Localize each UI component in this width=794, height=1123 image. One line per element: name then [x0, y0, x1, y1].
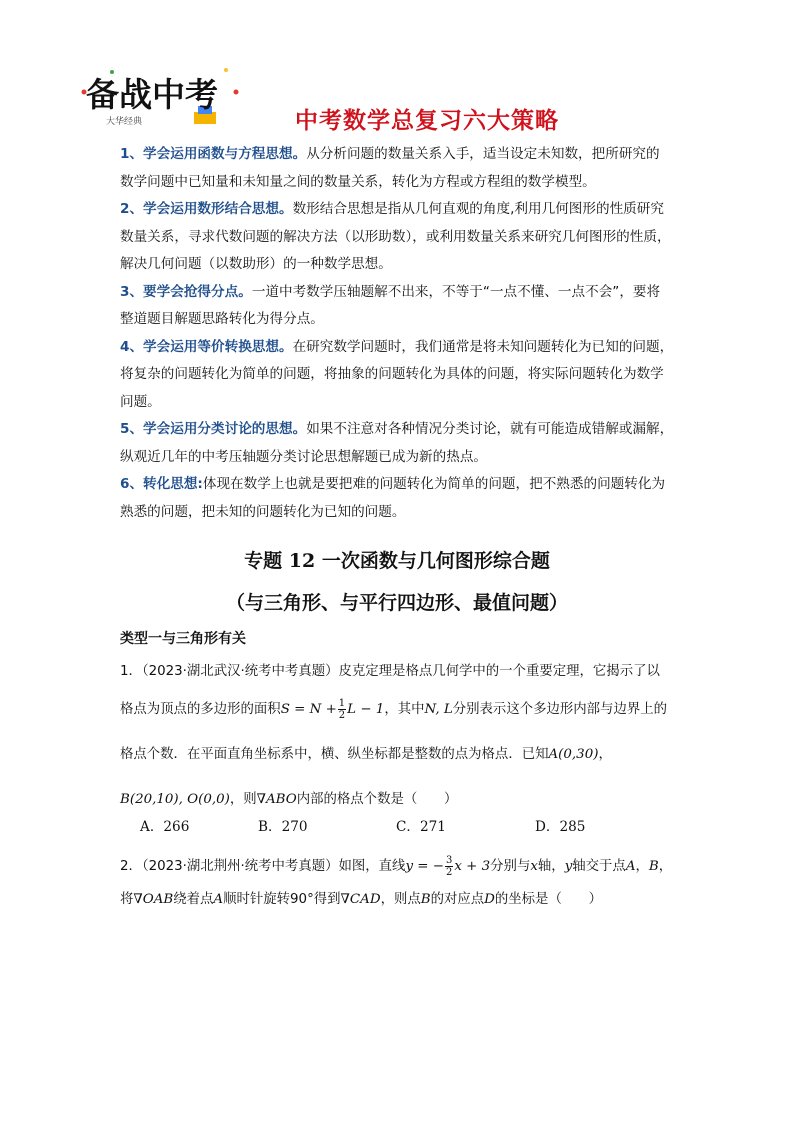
formula: D [484, 892, 495, 907]
problem-text: 将 [120, 892, 134, 907]
strategy-item-2 [120, 196, 680, 279]
problem-1-options [140, 815, 680, 835]
fraction-numerator: 3 [445, 854, 453, 866]
strategy-text: 纵观近几年的中考压轴题分类讨论思想解题已成为新的热点。 [120, 448, 488, 465]
formula: ∇OAB [133, 892, 174, 907]
formula: A [625, 859, 636, 874]
problem-text: 绕着点 [173, 892, 214, 907]
fraction-denominator: 2 [445, 866, 453, 878]
problem-line [120, 733, 680, 777]
strategy-text: 将复杂的问题转化为简单的问题，将抽象的问题转化为具体的问题，将实际问题转化为数学 [120, 366, 664, 382]
strategy-text: 解决几何问题（以数助形）的一种数学思想。 [120, 256, 392, 272]
strategy-text: 一道中考数学压轴题解不出来，不等于“一点不懂、一点不会”，要将 [251, 283, 661, 300]
fraction [445, 855, 453, 878]
problem-text: 轴， [537, 859, 565, 874]
formula: x [530, 859, 538, 874]
formula: ∇ABO [256, 792, 297, 807]
problem-text: 1．（2023·湖北武汉·统考中考真题）皮克定理是格点几何学中的一个重要定理，它揭示了以 [120, 664, 660, 679]
formula: L − 1 [347, 702, 385, 717]
strategy-text: 如果不注意对各种情况分类讨论，就有可能造成错解或漏解， [306, 421, 674, 437]
formula: N, L [424, 702, 453, 717]
formula: x + 3 [454, 859, 491, 874]
topic-subtitle: （与三角形、与平行四边形、最值问题） [225, 592, 568, 614]
formula: ∇CAD [340, 892, 381, 907]
problem-text: 内部的格点个数是（ ） [296, 792, 458, 807]
problem-text: 2．（2023·湖北荆州·统考中考真题）如图，直线 [120, 859, 406, 874]
formula: S = N + [280, 702, 337, 717]
problem-1 [120, 657, 680, 823]
problem-text: ，则 [229, 792, 257, 807]
fraction-numerator: 1 [338, 697, 346, 709]
problem-text: ，其中 [384, 702, 425, 717]
strategy-heading: 6、转化思想: [120, 476, 203, 492]
formula: A [213, 892, 224, 907]
problem-text: ， [598, 747, 612, 762]
strategy-item-5 [120, 416, 680, 471]
strategy-heading: 4、学会运用等价转换思想。 [120, 338, 293, 355]
strategy-text: 体现在数学上也就是要把难的问题转化为简单的问题，把不熟悉的问题转化为 [202, 476, 666, 492]
problem-text: 的对应点 [430, 892, 485, 907]
formula: y = − [405, 859, 444, 874]
document-title: 中考数学总复习六大策略 [295, 108, 559, 134]
option-c[interactable]: C．271 [396, 819, 446, 835]
topic-title: 专题 12 一次函数与几何图形综合题 [244, 550, 550, 572]
logo-text: 备战中考 [86, 75, 218, 114]
problem-line [120, 849, 680, 885]
strategy-item-1 [120, 141, 680, 196]
type-label: 类型一与三角形有关 [120, 631, 246, 647]
strategy-text: 在研究数学问题时，我们通常是将未知问题转化为已知的问题， [292, 338, 674, 355]
strategy-heading: 1、学会运用函数与方程思想。 [120, 146, 307, 162]
formula: y [564, 859, 573, 874]
fraction [338, 698, 346, 721]
problem-text: 分别与 [490, 859, 531, 874]
strategy-heading: 2、学会运用数形结合思想。 [120, 201, 293, 217]
option-a[interactable]: A．266 [140, 819, 190, 835]
formula: B [648, 859, 659, 874]
option-d[interactable]: D．285 [535, 819, 586, 835]
problem-text: 顺时针旋转90°得到 [223, 892, 341, 907]
problem-line [120, 687, 680, 733]
problem-line [120, 657, 680, 687]
problem-text: 格点为顶点的多边形的面积 [120, 702, 281, 717]
strategy-heading: 3、要学会抢得分点。 [120, 283, 252, 300]
problem-text: ， [658, 859, 673, 874]
strategy-text: 从分析问题的数量关系入手，适当设定未知数，把所研究的 [306, 146, 660, 162]
strategy-text: 整道题目解题思路转化为得分点。 [120, 311, 324, 327]
strategy-text: 数形结合思想是指从几何直观的角度,利用几何图形的性质研究 [292, 201, 664, 217]
problem-text: 格点个数．在平面直角坐标系中，横、纵坐标都是整数的点为格点．已知 [120, 747, 549, 762]
strategy-text: 问题。 [120, 393, 161, 410]
strategy-item-6 [120, 471, 680, 526]
problem-text: 分别表示这个多边形内部与边界上的 [452, 702, 668, 717]
problem-text: 的坐标是（ ） [494, 892, 603, 907]
strategy-text: 熟悉的问题，把未知的问题转化为已知的问题。 [120, 503, 406, 520]
option-b[interactable]: B．270 [258, 819, 308, 835]
strategy-heading: 5、学会运用分类讨论的思想。 [120, 421, 307, 437]
formula: B(20,10), O(0,0) [120, 792, 230, 807]
problem-2 [120, 849, 680, 915]
problem-text: 轴交于点 [572, 859, 626, 874]
strategy-text: 数量关系，寻求代数问题的解决方法（以形助数），或利用数量关系来研究几何图形的性质， [120, 228, 671, 245]
strategy-item-4 [120, 334, 680, 417]
strategy-text: 数学问题中已知量和未知量之间的数量关系，转化为方程或方程组的数学模型。 [120, 173, 596, 190]
formula: B [420, 892, 431, 907]
problem-text: ， [635, 859, 649, 874]
strategy-item-3 [120, 279, 680, 334]
strategy-list [120, 141, 680, 526]
formula: A(0,30) [548, 747, 599, 762]
problem-line [120, 885, 680, 915]
fraction-denominator: 2 [338, 709, 346, 721]
logo-tagline: 大华经典 [106, 117, 143, 127]
problem-text: ，则点 [380, 892, 421, 907]
